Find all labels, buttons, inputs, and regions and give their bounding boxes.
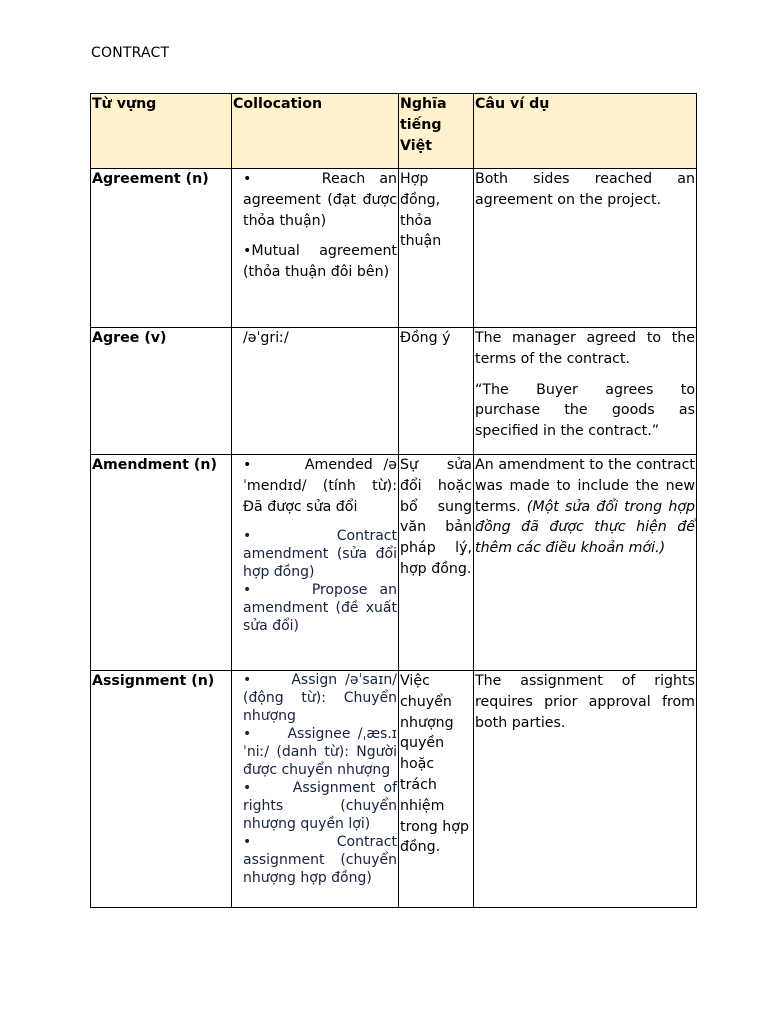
header-example-sentence: Câu ví dụ [474, 94, 697, 169]
collocation-item: • Propose an amendment (đề xuất sửa đổi) [243, 582, 397, 635]
collocation-item: • Assign /əˈsaɪn/ (động từ): Chuyển nhượng [243, 672, 397, 724]
table-header-row [91, 94, 697, 169]
example-sentence: An amendment to the contract was made to include the new terms. [475, 457, 695, 515]
collocation-item: •Mutual agreement (thỏa thuận đôi bên) [243, 243, 397, 281]
example-sentence: “The Buyer agrees to purchase the goods as specified in the contract.” [475, 381, 695, 440]
header-collocation: Collocation [232, 94, 399, 169]
meaning-cell: Đồng ý [399, 328, 474, 455]
vocabulary-table [90, 93, 697, 908]
term-cell: Agreement (n) [91, 169, 232, 328]
document-title: CONTRACT [91, 45, 170, 61]
example-cell [474, 455, 697, 671]
term-cell: Agree (v) [91, 328, 232, 455]
meaning-cell: Hợp đồng, thỏa thuận [399, 169, 474, 328]
collocation-cell [232, 328, 399, 455]
header-vietnamese-meaning: Nghĩa tiếng Việt [399, 94, 474, 169]
example-cell [474, 671, 697, 908]
table-row [91, 169, 697, 328]
example-cell [474, 169, 697, 328]
example-sentence: The assignment of rights requires prior approval from both parties. [475, 673, 695, 731]
collocation-item: • Assignment of rights (chuyển nhượng quyền lợi) [243, 780, 398, 832]
pronunciation-text: /əˈgriː/ [243, 330, 289, 346]
collocation-cell [232, 671, 399, 908]
collocation-cell [232, 455, 399, 671]
header-vocabulary: Từ vựng [91, 94, 232, 169]
table-row [91, 455, 697, 671]
example-cell [474, 328, 697, 455]
table-row [91, 671, 697, 908]
meaning-cell: Việc chuyển nhượng quyền hoặc trách nhiệm trong hợp đồng. [399, 671, 474, 908]
example-sentence: Both sides reached an agreement on the project. [475, 171, 695, 208]
table-row [91, 328, 697, 455]
collocation-cell [232, 169, 399, 328]
example-translation: (Một sửa đổi trong hợp đồng đã được thực hiện để thêm các điều khoản mới.) [475, 498, 695, 557]
collocation-item: • Reach an agreement (đạt được thỏa thuận) [243, 171, 398, 229]
meaning-cell: Sự sửa đổi hoặc bổ sung văn bản pháp lý, hợp đồng. [399, 455, 474, 671]
collocation-item: • Contract amendment (sửa đổi hợp đồng) [243, 528, 397, 581]
collocation-item: • Amended /əˈmendɪd/ (tính từ): Đã được sửa đổi [243, 457, 397, 515]
example-sentence: The manager agreed to the terms of the contract. [475, 330, 695, 367]
term-cell: Amendment (n) [91, 455, 232, 671]
collocation-item: • Contract assignment (chuyển nhượng hợp đồng) [243, 834, 397, 886]
collocation-item: • Assignee /ˌæs.ɪˈniː/ (danh từ): Người được chuyển nhượng [243, 726, 398, 778]
term-cell: Assignment (n) [91, 671, 232, 908]
